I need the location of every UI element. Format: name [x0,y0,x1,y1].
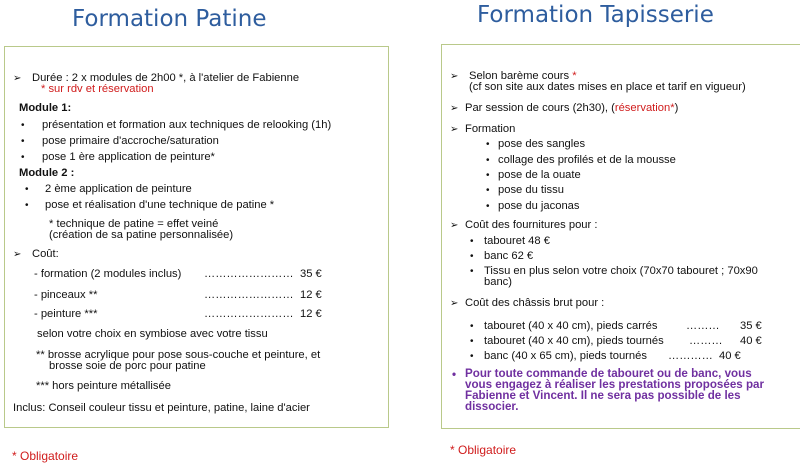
formation-label: Formation [465,123,516,135]
arrow-bullet-icon: ➢ [450,103,459,114]
right-title: Formation Tapisserie [477,2,714,28]
bullet-icon: • [452,368,457,381]
cost-row-label: - formation (2 modules inclus) [34,268,182,280]
formation-item: pose du tissu [498,184,564,196]
cout-label: Coût: [32,248,59,260]
chassis-row-label: tabouret (40 x 40 cm), pieds carrés [484,320,658,332]
session-text [465,102,678,115]
arrow-bullet-icon: ➢ [450,220,459,231]
commande-text: vous engagez à réaliser les prestations proposées par [465,378,764,391]
bareme-star: * [572,70,577,82]
commande-text: Fabienne et Vincent. Il ne sera pas possible de les [465,389,741,402]
left-title: Formation Patine [72,6,267,32]
cost-row-dots: …………………… [204,268,294,280]
technique-note-detail: (création de sa patine personnalisée) [49,229,234,241]
arrow-bullet-icon: ➢ [450,298,459,309]
chassis-row-price: 40 € [740,335,762,347]
brosse-text-detail: brosse soie de porc pour patine [49,360,206,372]
left-footer: * Obligatoire [12,449,79,463]
bullet-icon: • [21,152,25,163]
bullet-icon: • [470,266,474,277]
chassis-row-dots: ……… [686,320,720,332]
bullet-icon: • [486,139,490,150]
arrow-bullet-icon: ➢ [450,71,459,82]
chassis-row-dots: ……… [689,335,723,347]
module1-item: présentation et formation aux techniques de relooking (1h) [42,119,332,131]
commande-text: Pour toute commande de tabouret ou de banc, vous [465,367,752,380]
bareme-detail: (cf son site aux dates mises en place et tarif en vigueur) [469,81,746,93]
arrow-bullet-icon: ➢ [450,124,459,135]
chassis-row-price: 35 € [740,320,762,332]
chassis-row-label: banc (40 x 65 cm), pieds tournés [484,350,647,362]
fournitures-item: banc 62 € [484,250,534,262]
cost-row-price: 35 € [300,268,322,280]
right-panel [441,44,800,429]
cost-row-price: 12 € [300,308,322,320]
bullet-icon: • [25,184,29,195]
bareme-label: Selon barème cours [469,70,570,82]
cost-row-price: 12 € [300,289,322,301]
formation-item: collage des profilés et de la mousse [498,154,676,166]
bullet-icon: • [470,351,474,362]
bullet-icon: • [21,136,25,147]
tissu-text: Tissu en plus selon votre choix (70x70 tabouret ; 70x90 [484,265,758,277]
module2-title: Module 2 : [19,167,75,179]
brosse-text: ** brosse acrylique pour pose sous-couche et peinture, et [36,349,321,361]
chassis-row-dots: ………… [668,350,713,362]
fournitures-item: tabouret 48 € [484,235,550,247]
bullet-icon: • [470,236,474,247]
chassis-label: Coût des châssis brut pour : [465,297,605,309]
bullet-icon: • [486,201,490,212]
commande-text: dissocier. [465,400,519,413]
arrow-bullet-icon: ➢ [13,73,22,84]
formation-item: pose des sangles [498,138,586,150]
tissu-text-detail: banc) [484,276,512,288]
bullet-icon: • [486,185,490,196]
module1-item: pose primaire d'accroche/saturation [42,135,219,147]
fournitures-label: Coût des fournitures pour : [465,219,598,231]
arrow-bullet-icon: ➢ [13,249,22,260]
right-footer: * Obligatoire [450,443,517,457]
inclus-text: Inclus: Conseil couleur tissu et peinture, patine, laine d'acier [13,402,310,414]
module1-title: Module 1: [19,102,72,114]
duree-note: * sur rdv et réservation [41,83,154,95]
bullet-icon: • [486,170,490,181]
module1-item: pose 1 ère application de peinture* [42,151,215,163]
bullet-icon: • [470,336,474,347]
cost-row-dots: …………………… [204,308,294,320]
module2-item: 2 ème application de peinture [45,183,192,195]
session-reservation: réservation* [614,102,675,114]
duree-text: Durée : 2 x modules de 2h00 *, à l'atelier de Fabienne [32,72,300,84]
hors-text: *** hors peinture métallisée [36,380,171,392]
cost-row-dots: …………………… [204,289,294,301]
cost-row-label: - pinceaux ** [34,289,98,301]
chassis-row-label: tabouret (40 x 40 cm), pieds tournés [484,335,664,347]
selon-text: selon votre choix en symbiose avec votre tissu [37,328,268,340]
bullet-icon: • [470,321,474,332]
formation-item: pose du jaconas [498,200,580,212]
session-end: ) [674,102,679,114]
bullet-icon: • [21,120,25,131]
formation-item: pose de la ouate [498,169,581,181]
session-label: Par session de cours (2h30), ( [465,102,615,114]
bullet-icon: • [486,155,490,166]
module2-item: pose et réalisation d'une technique de patine * [45,199,275,211]
cost-row-label: - peinture *** [34,308,98,320]
technique-note: * technique de patine = effet veiné [49,218,219,230]
chassis-row-price: 40 € [719,350,741,362]
bullet-icon: • [25,200,29,211]
left-panel [4,46,389,428]
bullet-icon: • [470,251,474,262]
